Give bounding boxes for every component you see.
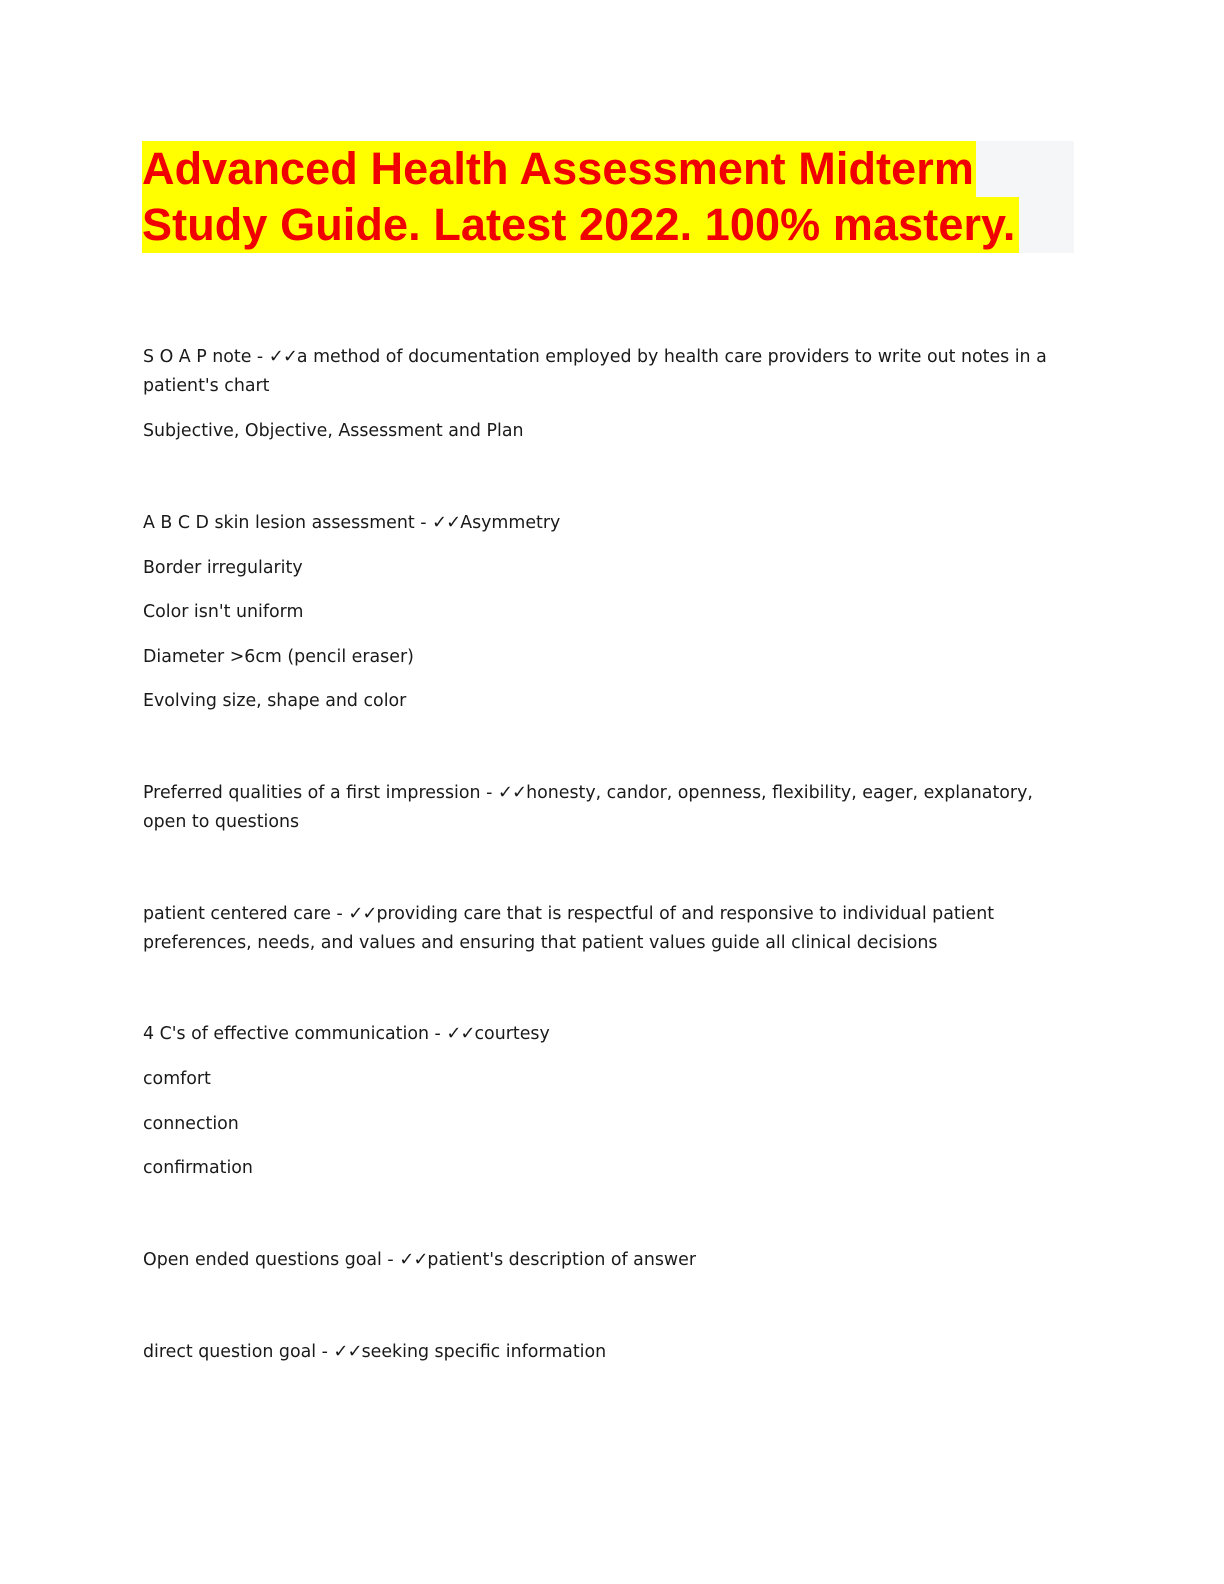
entry-term: direct question goal - (143, 1342, 334, 1362)
entry-4cs-connection: connection (143, 1114, 239, 1134)
entry-4cs-line-1 (143, 1023, 550, 1045)
entry-abcd-border: Border irregularity (143, 558, 303, 578)
entry-patient-centered-line-1 (143, 903, 994, 925)
check-icon: ✓✓ (268, 346, 297, 367)
entry-definition: honesty, candor, openness, flexibility, eager, explanatory, (526, 783, 1033, 803)
entry-abcd-line-1 (143, 512, 560, 534)
entry-definition: seeking specific information (361, 1342, 607, 1362)
check-icon: ✓✓ (497, 782, 527, 803)
entry-4cs-comfort: comfort (143, 1069, 211, 1089)
entry-term: patient centered care - (143, 904, 349, 924)
title-line-1: Advanced Health Assessment Midterm (142, 141, 976, 197)
entry-abcd-evolving: Evolving size, shape and color (143, 691, 407, 711)
entry-patient-centered-line-2: preferences, needs, and values and ensuring that patient values guide all clinical decisions (143, 933, 938, 953)
entry-definition: Asymmetry (460, 513, 561, 533)
entry-4cs-confirmation: confirmation (143, 1158, 253, 1178)
entry-soap-line-1 (143, 346, 1047, 368)
entry-first-impression-line-2: open to questions (143, 812, 300, 832)
entry-first-impression-line-1 (143, 782, 1033, 804)
entry-abcd-color: Color isn't uniform (143, 602, 304, 622)
document-title (142, 141, 1074, 253)
check-icon: ✓✓ (348, 903, 377, 924)
entry-definition: providing care that is respectful of and responsive to individual patient (376, 904, 995, 924)
entry-definition: patient's description of answer (427, 1250, 696, 1270)
entry-open-ended-line-1 (143, 1249, 696, 1271)
entry-term: Preferred qualities of a first impression - (143, 783, 498, 803)
entry-term: A B C D skin lesion assessment - (143, 513, 433, 533)
check-icon: ✓✓ (446, 1023, 475, 1044)
entry-direct-question-line-1 (143, 1341, 606, 1363)
entry-soap-line-2: patient's chart (143, 376, 270, 396)
title-line-2: Study Guide. Latest 2022. 100% mastery. (142, 197, 1019, 253)
check-icon: ✓✓ (432, 512, 461, 533)
entry-soap-extra: Subjective, Objective, Assessment and Plan (143, 421, 524, 441)
entry-term: S O A P note - (143, 347, 269, 367)
entry-term: 4 C's of effective communication - (143, 1024, 447, 1044)
check-icon: ✓✓ (399, 1249, 428, 1270)
entry-abcd-diameter: Diameter >6cm (pencil eraser) (143, 647, 414, 667)
entry-definition: a method of documentation employed by health care providers to write out notes in a (296, 347, 1047, 367)
entry-definition: courtesy (474, 1024, 550, 1044)
entry-term: Open ended questions goal - (143, 1250, 400, 1270)
check-icon: ✓✓ (333, 1341, 362, 1362)
